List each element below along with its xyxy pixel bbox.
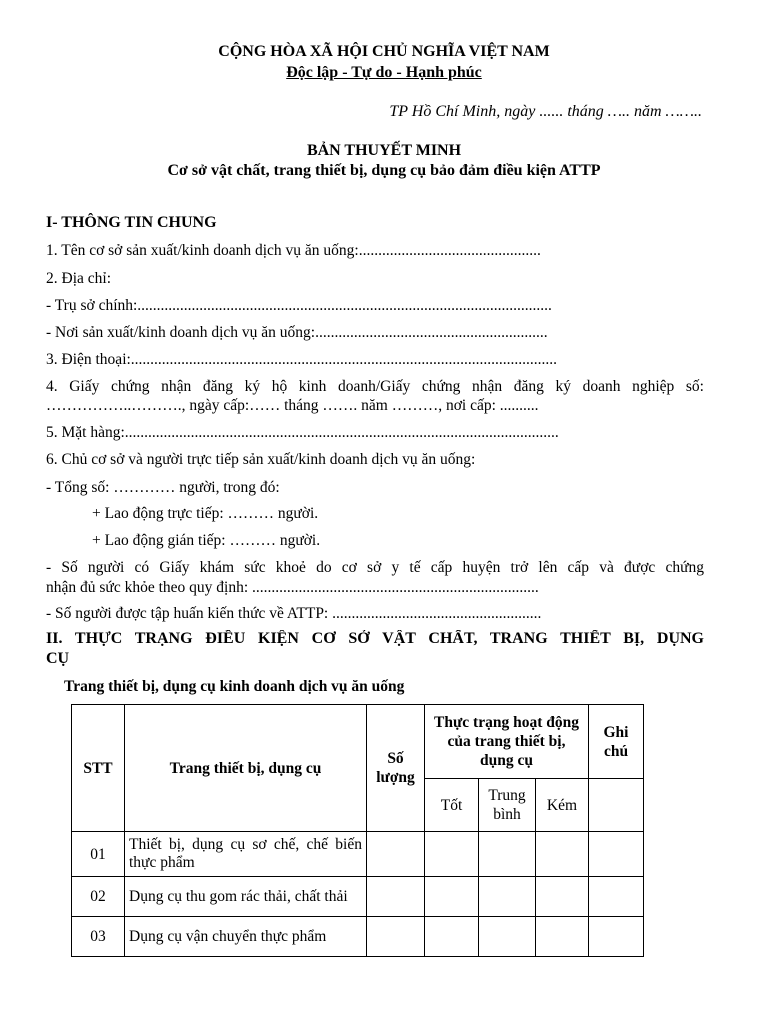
row-good-cell[interactable] [425, 877, 479, 917]
row-note-cell[interactable] [589, 832, 644, 877]
place-date: TP Hồ Chí Minh, ngày ...... tháng ….. năm …….. [389, 103, 702, 120]
header-equipment: Trang thiết bị, dụng cụ [125, 705, 367, 832]
row-poor-cell[interactable] [536, 877, 589, 917]
header-good: Tốt [425, 779, 479, 832]
row-stt: 02 [72, 877, 125, 917]
document-subtitle: Cơ sở vật chất, trang thiết bị, dụng cụ bảo đảm điều kiện ATTP [167, 162, 601, 179]
row-poor-cell[interactable] [536, 917, 589, 957]
row-note-cell[interactable] [589, 917, 644, 957]
field-owner-workers: 6. Chủ cơ sở và người trực tiếp sản xuất/kinh doanh dịch vụ ăn uống: [46, 451, 476, 468]
row-poor-cell[interactable] [536, 832, 589, 877]
document-title: BẢN THUYẾT MINH [306, 142, 462, 159]
field-direct-workers: + Lao động trực tiếp: ……… người. [92, 505, 319, 522]
header-note: Ghi chú [589, 705, 644, 779]
header-stt: STT [72, 705, 125, 832]
field-health-cert-cont: nhận đủ sức khỏe theo quy định: .......................................................................... [46, 579, 539, 596]
row-average-cell[interactable] [479, 832, 536, 877]
field-registration-cert: 4. Giấy chứng nhận đăng ký hộ kinh doanh/Giấy chứng nhận đăng ký doanh nghiệp số: [46, 378, 704, 395]
table-row [72, 877, 644, 917]
motto [0, 64, 768, 82]
table-row [72, 917, 644, 957]
header-status: Thực trạng hoạt động của trang thiết bị, dụng cụ [425, 705, 589, 779]
field-registration-details: ……………..………., ngày cấp:…… tháng ……. năm ………, nơi cấp: .......... [46, 397, 539, 414]
row-good-cell[interactable] [425, 832, 479, 877]
row-note-cell[interactable] [589, 877, 644, 917]
header-quantity: Số lượng [367, 705, 425, 832]
table-caption: Trang thiết bị, dụng cụ kinh doanh dịch vụ ăn uống [64, 678, 405, 695]
country-name: CỘNG HÒA XÃ HỘI CHỦ NGHĨA VIỆT NAM [218, 43, 550, 60]
motto-text: Độc lập - Tự do - Hạnh phúc [286, 64, 482, 81]
header-note-blank [589, 779, 644, 832]
field-phone: 3. Điện thoại:.............................................................................................................. [46, 351, 558, 368]
section-2-heading: II. THỰC TRẠNG ĐIỀU KIỆN CƠ SỞ VẬT CHẤT, TRANG THIẾT BỊ, DỤNG [46, 630, 704, 647]
field-production-place: - Nơi sản xuất/kinh doanh dịch vụ ăn uống:............................................................ [46, 324, 548, 341]
row-quantity-cell[interactable] [367, 917, 425, 957]
equipment-table [71, 704, 644, 957]
row-equipment-name: Dụng cụ vận chuyển thực phẩm [125, 917, 367, 957]
field-total-workers: - Tổng số: ………… người, trong đó: [46, 479, 280, 496]
row-stt: 03 [72, 917, 125, 957]
header-average: Trung bình [479, 779, 536, 832]
field-indirect-workers: + Lao động gián tiếp: ……… người. [92, 532, 321, 549]
row-average-cell[interactable] [479, 917, 536, 957]
row-stt: 01 [72, 832, 125, 877]
table-row [72, 832, 644, 877]
header-poor: Kém [536, 779, 589, 832]
field-address-label: 2. Địa chỉ: [46, 270, 111, 287]
field-head-office: - Trụ sở chính:........................................................................................................... [46, 297, 552, 314]
field-food-safety-training: - Số người được tập huấn kiến thức về ATTP: ...................................................... [46, 605, 542, 622]
field-business-name: 1. Tên cơ sở sản xuất/kinh doanh dịch vụ ăn uống:............................................... [46, 242, 541, 259]
row-quantity-cell[interactable] [367, 832, 425, 877]
section-1-heading: I- THÔNG TIN CHUNG [46, 214, 217, 231]
row-quantity-cell[interactable] [367, 877, 425, 917]
section-2-heading-cont: CỤ [46, 650, 70, 667]
row-good-cell[interactable] [425, 917, 479, 957]
row-equipment-name: Dụng cụ thu gom rác thải, chất thải [125, 877, 367, 917]
row-average-cell[interactable] [479, 877, 536, 917]
field-products: 5. Mặt hàng:................................................................................................................ [46, 424, 559, 441]
row-equipment-name: Thiết bị, dụng cụ sơ chế, chế biến thực phẩm [125, 832, 367, 877]
field-health-cert: - Số người có Giấy khám sức khoẻ do cơ sở y tế cấp huyện trở lên cấp và được chứng [46, 559, 704, 576]
